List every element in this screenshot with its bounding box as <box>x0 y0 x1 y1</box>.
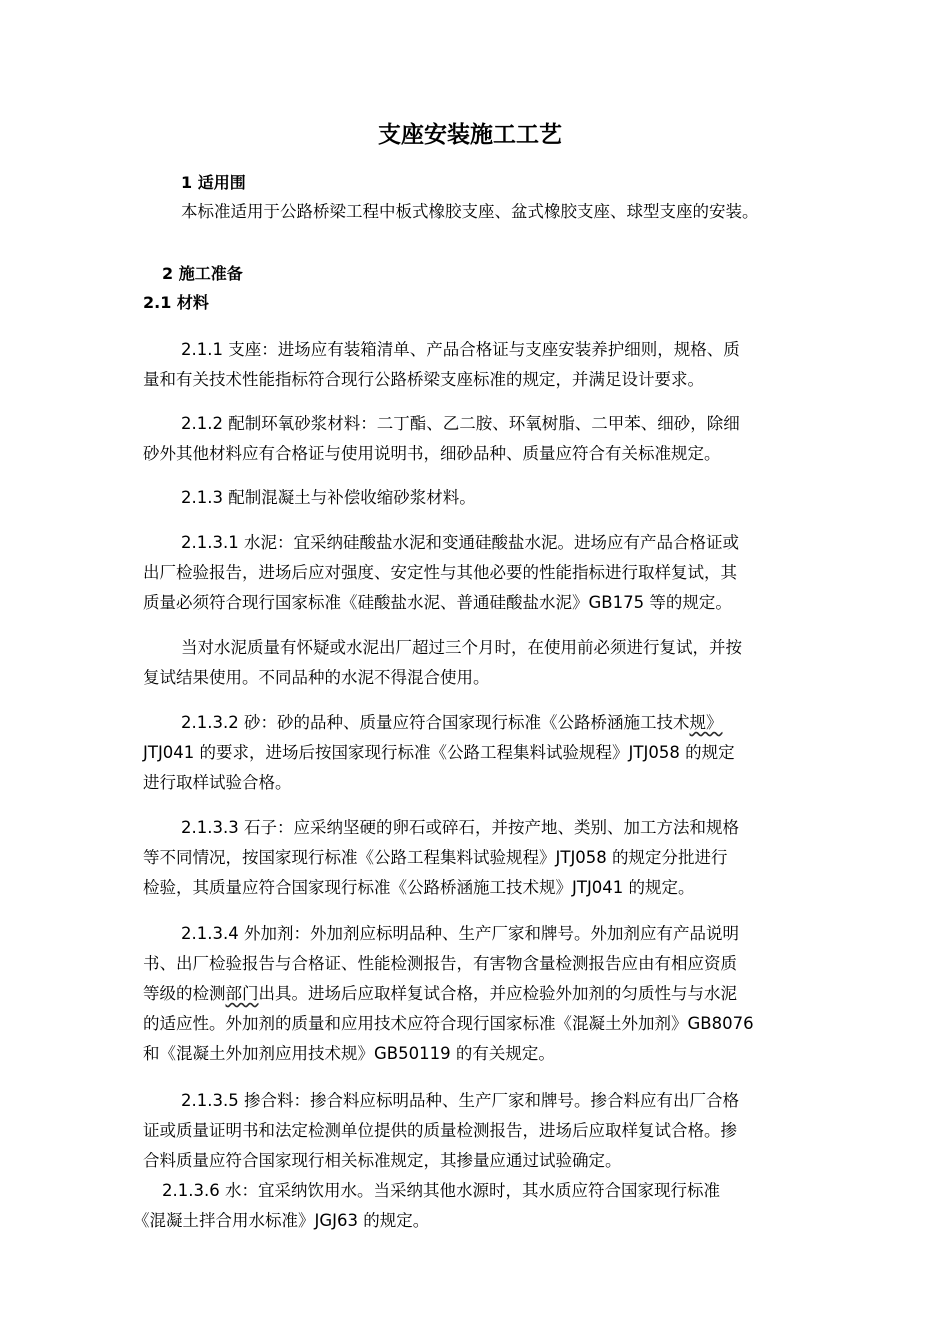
text-line: 2.1.1 支座：进场应有装箱清单、产品合格证与支座安装养护细则，规格、质 <box>181 340 740 359</box>
text-line: 量和有关技术性能指标符合现行公路桥梁支座标准的规定，并满足设计要求。 <box>143 370 704 389</box>
text-line: 和《混凝土外加剂应用技术规》GB50119 的有关规定。 <box>143 1044 555 1063</box>
paragraph-2-1-3-3 <box>143 813 813 903</box>
text-line: 2.1.2 配制环氧砂浆材料：二丁酯、乙二胺、环氧树脂、二甲苯、细砂，除细 <box>181 414 740 433</box>
text-line <box>143 979 813 1009</box>
text-line: JTJ041 的要求，进场后按国家现行标准《公路工程集料试验规程》JTJ058 的规定 <box>143 743 735 762</box>
text-line: 进行取样试验合格。 <box>143 773 292 792</box>
text-line: 2.1.3.6 水：宜采纳饮用水。当采纳其他水源时，其水质应符合国家现行标准 <box>162 1181 720 1200</box>
text-line: 2.1.3.4 外加剂：外加剂应标明品种、生产厂家和牌号。外加剂应有产品说明 <box>181 924 739 943</box>
text-line: 2.1.3.5 掺合料：掺合料应标明品种、生产厂家和牌号。掺合料应有出厂合格 <box>181 1091 739 1110</box>
paragraph-2-1-3-1 <box>143 528 813 618</box>
text-line: 2.1.3.3 石子：应采纳坚硬的卵石或碎石，并按产地、类别、加工方法和规格 <box>181 818 739 837</box>
section-2-heading: 2 施工准备 <box>162 264 243 283</box>
spellcheck-marked-text: 部门 <box>225 984 259 1003</box>
text-segment: 等级的检测 <box>143 984 226 1003</box>
paragraph-2-1-3 <box>143 483 813 513</box>
text-line: 当对水泥质量有怀疑或水泥出厂超过三个月时，在使用前必须进行复试，并按 <box>181 638 742 657</box>
text-line: 出厂检验报告，进场后应对强度、安定性与其他必要的性能指标进行取样复试，其 <box>143 563 737 582</box>
paragraph-2-1-3-6 <box>133 1176 803 1236</box>
text-segment: 出具。进场后应取样复试合格，并应检验外加剂的匀质性与与水泥 <box>258 984 737 1003</box>
text-line: 证或质量证明书和法定检测单位提供的质量检测报告，进场后应取样复试合格。掺 <box>143 1121 737 1140</box>
paragraph-2-1-1 <box>143 335 813 395</box>
paragraph-2-1-3-4 <box>143 919 813 1069</box>
text-line: 等不同情况，按国家现行标准《公路工程集料试验规程》JTJ058 的规定分批进行 <box>143 848 728 867</box>
text-line <box>143 708 813 738</box>
text-line: 复试结果使用。不同品种的水泥不得混合使用。 <box>143 668 490 687</box>
text-line: 合料质量应符合国家现行相关标准规定，其掺量应通过试验确定。 <box>143 1151 622 1170</box>
text-line: 的适应性。外加剂的质量和应用技术应符合现行国家标准《混凝土外加剂》GB8076 <box>143 1014 754 1033</box>
section-1-body <box>181 197 851 227</box>
section-1-heading: 1 适用围 <box>181 173 246 192</box>
text-line: 2.1.3 配制混凝土与补偿收缩砂浆材料。 <box>181 488 476 507</box>
text-line: 本标准适用于公路桥梁工程中板式橡胶支座、盆式橡胶支座、球型支座的安装。 <box>181 202 759 221</box>
text-line: 检验，其质量应符合国家现行标准《公路桥涵施工技术规》JTJ041 的规定。 <box>143 878 695 897</box>
paragraph-2-1-2 <box>143 409 813 469</box>
text-line: 《混凝土拌合用水标准》JGJ63 的规定。 <box>133 1211 430 1230</box>
text-line: 质量必须符合现行国家标准《硅酸盐水泥、普通硅酸盐水泥》GB175 等的规定。 <box>143 593 732 612</box>
paragraph-cement-note <box>143 633 813 693</box>
page-title: 支座安装施工工艺 <box>378 122 562 148</box>
section-2-1-heading: 2.1 材料 <box>143 293 209 312</box>
text-line: 书、出厂检验报告与合格证、性能检测报告，有害物含量检测报告应由有相应资质 <box>143 954 737 973</box>
spellcheck-marked-text: 规》 <box>689 713 723 732</box>
text-segment: 2.1.3.2 砂：砂的品种、质量应符合国家现行标准《公路桥涵施工技术 <box>181 713 690 732</box>
text-line: 砂外其他材料应有合格证与使用说明书，细砂品种、质量应符合有关标准规定。 <box>143 444 721 463</box>
paragraph-2-1-3-2 <box>143 708 813 798</box>
paragraph-2-1-3-5 <box>143 1086 813 1176</box>
text-line: 2.1.3.1 水泥：宜采纳硅酸盐水泥和变通硅酸盐水泥。进场应有产品合格证或 <box>181 533 739 552</box>
